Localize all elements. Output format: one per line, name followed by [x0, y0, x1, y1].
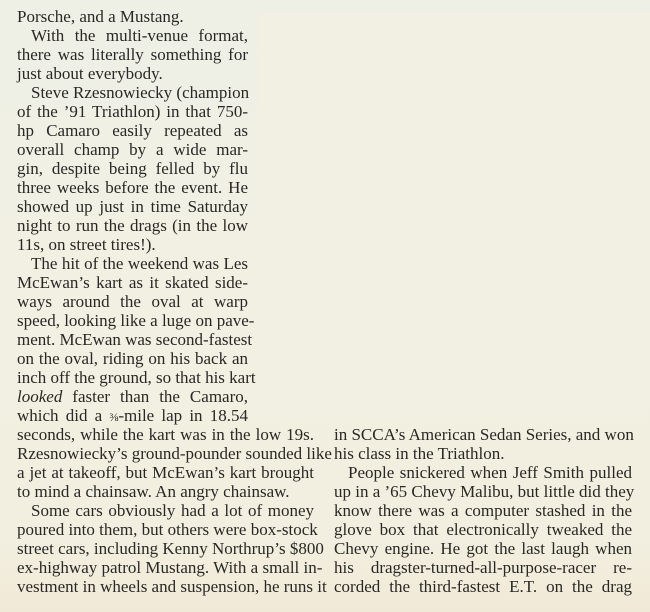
text-line: showed up just in time Saturday: [17, 197, 248, 216]
text-line: [17, 387, 248, 406]
text-line: night to run the drags (in the low: [17, 216, 248, 235]
text-line: vestment in wheels and suspension, he runs it: [17, 577, 327, 596]
text-line: up in a ’65 Chevy Malibu, but little did they: [334, 482, 635, 501]
text-line: 11s, on street tires!).: [17, 235, 156, 254]
text-line: seconds, while the kart was in the low 19s.: [17, 425, 314, 444]
fraction-three-eighths: ⅜: [109, 410, 119, 424]
text-line: overall champ by a wide mar-: [17, 140, 248, 159]
text-line: just about everybody.: [17, 64, 163, 83]
text-line: Rzesnowiecky’s ground-pounder sounded like: [17, 444, 332, 463]
text-line: on the oval, riding on his back an: [17, 349, 248, 368]
text-line: McEwan’s kart as it skated side-: [17, 273, 248, 292]
text-line: three weeks before the event. He: [17, 178, 248, 197]
text-line: in SCCA’s American Sedan Series, and won: [334, 425, 634, 444]
text-line: Porsche, and a Mustang.: [17, 7, 184, 26]
paragraph-start: Steve Rzesnowiecky (champion: [31, 83, 250, 102]
text-line: ways around the oval at warp: [17, 292, 248, 311]
text-line: [17, 406, 248, 427]
paragraph-start: Some cars obviously had a lot of money: [31, 501, 314, 520]
paragraph-start: The hit of the weekend was Les: [31, 254, 248, 273]
text-line: Chevy engine. He got the last laugh when: [334, 539, 632, 558]
paragraph-start: People snickered when Jeff Smith pulled: [348, 463, 632, 482]
text-fragment: which did a: [17, 406, 110, 425]
text-fragment: faster than the Camaro,: [62, 387, 248, 406]
text-line: inch off the ground, so that his kart: [17, 368, 256, 387]
paragraph-start: With the multi-venue format,: [31, 26, 248, 45]
text-line: street cars, including Kenny Northrup’s $800: [17, 539, 324, 558]
text-line: to mind a chainsaw. An angry chainsaw.: [17, 482, 290, 501]
text-line: speed, looking like a luge on pave-: [17, 311, 255, 330]
text-line: his dragster-turned-all-purpose-racer re-: [334, 558, 632, 577]
text-line: corded the third-fastest E.T. on the drag: [334, 577, 632, 596]
text-line: hp Camaro easily repeated as: [17, 121, 248, 140]
text-line: ex-highway patrol Mustang. With a small in-: [17, 558, 323, 577]
text-line: glove box that electronically tweaked the: [334, 520, 632, 539]
italic-emphasis: looked: [17, 387, 63, 406]
text-line: know there was a computer stashed in the: [334, 501, 632, 520]
text-line: gin, despite being felled by flu: [17, 159, 248, 178]
text-line: of the ’91 Triathlon) in that 750-: [17, 102, 248, 121]
text-fragment: -mile lap in 18.54: [118, 406, 248, 425]
text-line: there was literally something for: [17, 45, 248, 64]
text-line: his class in the Triathlon.: [334, 444, 505, 463]
photo-area-blank: [258, 14, 650, 400]
text-line: poured into them, but others were box-stock: [17, 520, 318, 539]
text-line: a jet at takeoff, but McEwan’s kart brought: [17, 463, 314, 482]
text-line: ment. McEwan was second-fastest: [17, 330, 253, 349]
